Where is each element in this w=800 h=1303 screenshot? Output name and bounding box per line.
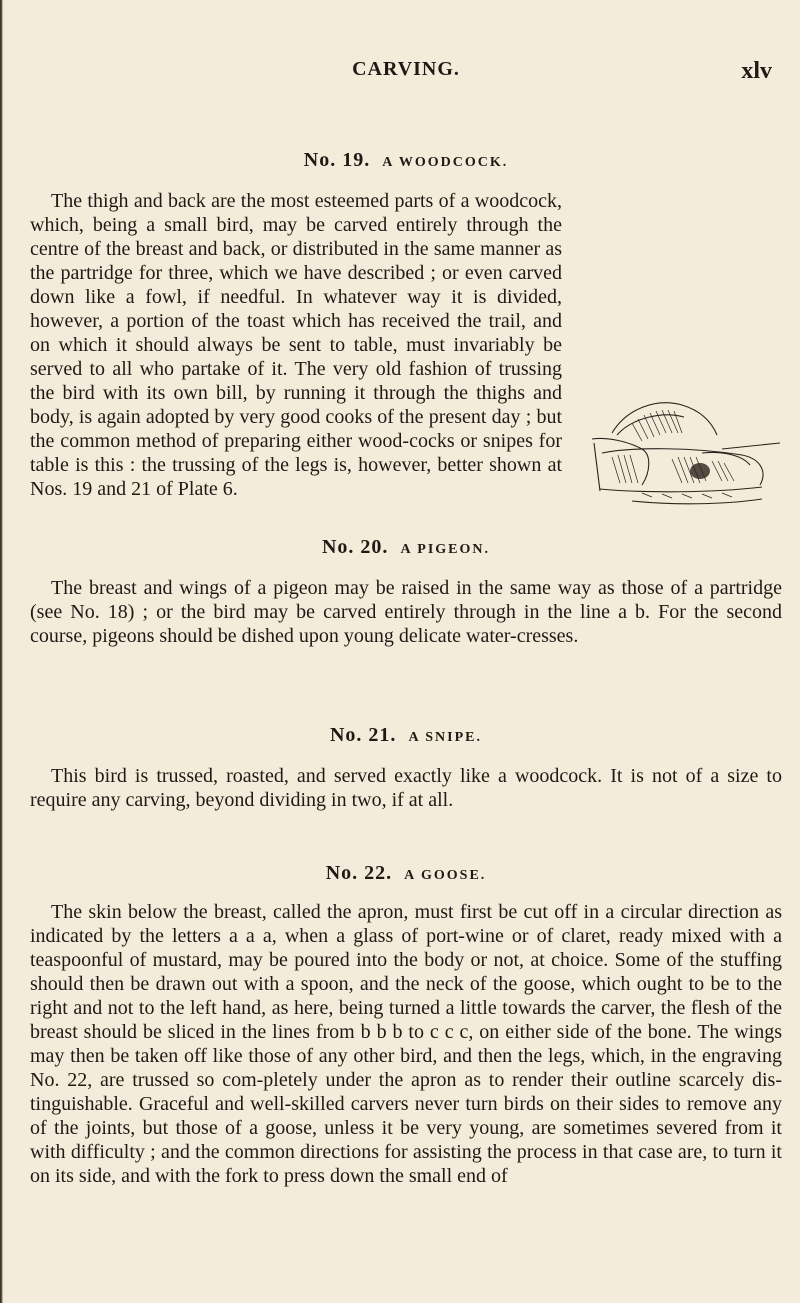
section-goose xyxy=(30,858,782,1188)
woodcock-figure xyxy=(572,393,782,509)
page-edge xyxy=(0,0,3,1303)
section-snipe xyxy=(30,720,782,812)
section-paragraph: The skin below the breast, called the apron, must first be cut off in a circular direction as indicated by the letters a a a, when a glass of port-wine or of claret, ready mixed with a teaspoonful of mustard, may be poured into the body or not, at choice. Some of the stuffing should then be drawn out with a spoon, and the neck of the goose, which ought to be to the right and not to the left hand, as here, being turned a little towards the carver, the flesh of the breast should be sliced in the lines from b b b to c c c, on either side of the bone. The wings may then be taken off like those of any other bird, and then the legs, which, in the engraving No. 22, are trussed so com-pletely under the apron as to render their outline scarcely dis-tinguishable. Graceful and well-skilled carvers never turn birds on their sides to remove any of the joints, but those of a goose, unless it be very young, are sometimes severed from it with difficulty ; and the common directions for assisting the process in that case are, to turn it on its side, and with the fork to press down the small end of xyxy=(30,901,782,1187)
section-heading xyxy=(30,532,782,562)
section-heading xyxy=(30,858,782,888)
section-number: No. 20. xyxy=(321,536,389,558)
section-name: A GOOSE. xyxy=(404,868,487,883)
section-name: A SNIPE. xyxy=(408,730,483,745)
section-name: A WOODCOCK. xyxy=(382,155,509,170)
running-title: CARVING. xyxy=(352,58,460,80)
page-number: xlv xyxy=(741,58,772,84)
woodcock-engraving-icon xyxy=(572,393,782,509)
section-paragraph: The thigh and back are the most esteemed parts of a woodcock, which, being a small bird, may be carved entirely through the centre of the breast and back, or distributed in the same manner as the partridge for three, which we have described ; or even carved down like a fowl, if needful. In whatever way it is divided, however, a portion of the toast which has received the trail, and on which it should always be sent to table, must invariably be served to all who partake of it. The very old fashion of trussing the bird with its own bill, by running it through the thighs and body, is again adopted by very good cooks of the present day ; but the common method of preparing either wood-cocks or snipes for table is this : the trussing of the legs is, however, better shown at Nos. 19 and 21 of Plate 6. xyxy=(30,190,562,500)
section-heading xyxy=(30,145,782,175)
section-pigeon xyxy=(30,532,782,648)
section-paragraph: The breast and wings of a pigeon may be raised in the same way as those of a partridge (see No. 18) ; or the bird may be carved entirely through in the line a b. For the second course, pigeons should be dished upon young delicate water-cresses. xyxy=(30,577,782,647)
section-number: No. 22. xyxy=(325,862,393,884)
section-number: No. 21. xyxy=(329,724,397,746)
section-number: No. 19. xyxy=(303,149,371,171)
section-paragraph: This bird is trussed, roasted, and served exactly like a woodcock. It is not of a size to require any carving, beyond dividing in two, if at all. xyxy=(30,765,782,811)
book-page xyxy=(30,0,782,1303)
section-woodcock xyxy=(30,145,782,509)
section-heading xyxy=(30,720,782,750)
section-name: A PIGEON. xyxy=(400,542,491,557)
page-header xyxy=(30,58,782,86)
